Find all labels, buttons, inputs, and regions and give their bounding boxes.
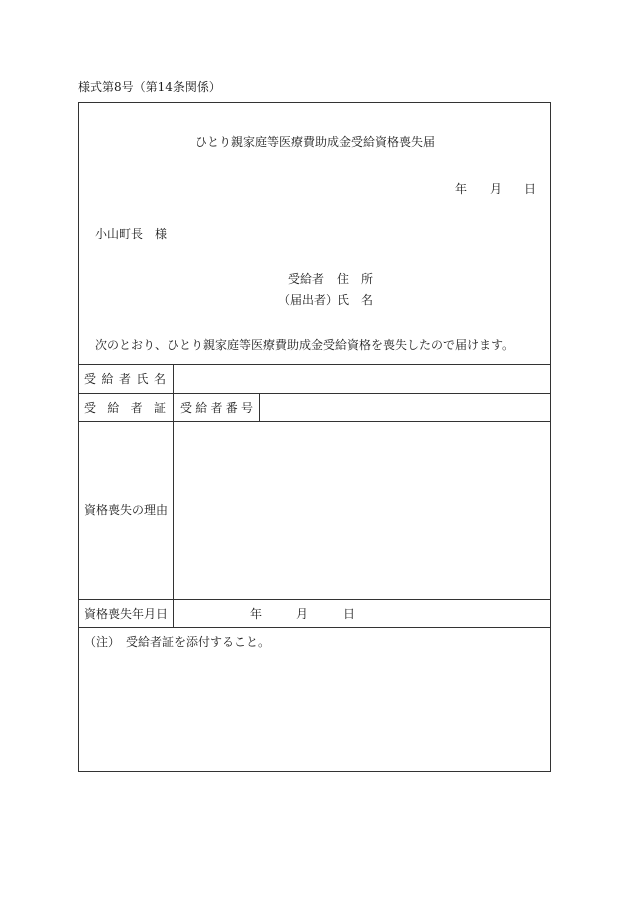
- address-field-label: 住 所: [337, 272, 374, 286]
- attachment-note: （注） 受給者証を添付すること。: [84, 635, 271, 649]
- recipient-name-label: 受 給 者 氏 名: [84, 372, 166, 386]
- date-day-label: 日: [524, 182, 537, 196]
- loss-date-label: 資格喪失年月日: [84, 607, 169, 621]
- loss-date-month-label: 月: [296, 607, 309, 621]
- number-label-rule: [259, 393, 260, 421]
- certificate-number-input[interactable]: [261, 395, 549, 420]
- loss-date-year-label: 年: [250, 607, 263, 621]
- table-top-rule: [78, 364, 551, 365]
- loss-date-day-label: 日: [343, 607, 356, 621]
- row-rule-2: [78, 421, 551, 422]
- row-rule-1: [78, 393, 551, 394]
- label-column-rule: [173, 364, 174, 627]
- statement-text: 次のとおり、ひとり親家庭等医療費助成金受給資格を喪失したので届けます。: [95, 338, 515, 352]
- reason-label: 資格喪失の理由: [84, 503, 169, 517]
- reason-input[interactable]: [175, 423, 549, 598]
- date-month-label: 月: [490, 182, 503, 196]
- notifier-role-label: （届出者）: [278, 293, 339, 307]
- certificate-number-label: 受 給 者 番 号: [180, 401, 253, 415]
- form-title: ひとり親家庭等医療費助成金受給資格喪失届: [194, 135, 435, 149]
- recipient-name-input[interactable]: [175, 366, 549, 392]
- name-field-label: 氏 名: [337, 293, 374, 307]
- recipient-role-label: 受給者: [288, 272, 325, 286]
- loss-date-input[interactable]: [175, 601, 549, 626]
- certificate-label: 受 給 者 証: [84, 401, 166, 415]
- row-rule-4: [78, 627, 551, 628]
- form-number-label: 様式第8号（第14条関係）: [78, 80, 221, 94]
- row-rule-3: [78, 599, 551, 600]
- date-year-label: 年: [455, 182, 468, 196]
- addressee: 小山町長 様: [95, 227, 168, 241]
